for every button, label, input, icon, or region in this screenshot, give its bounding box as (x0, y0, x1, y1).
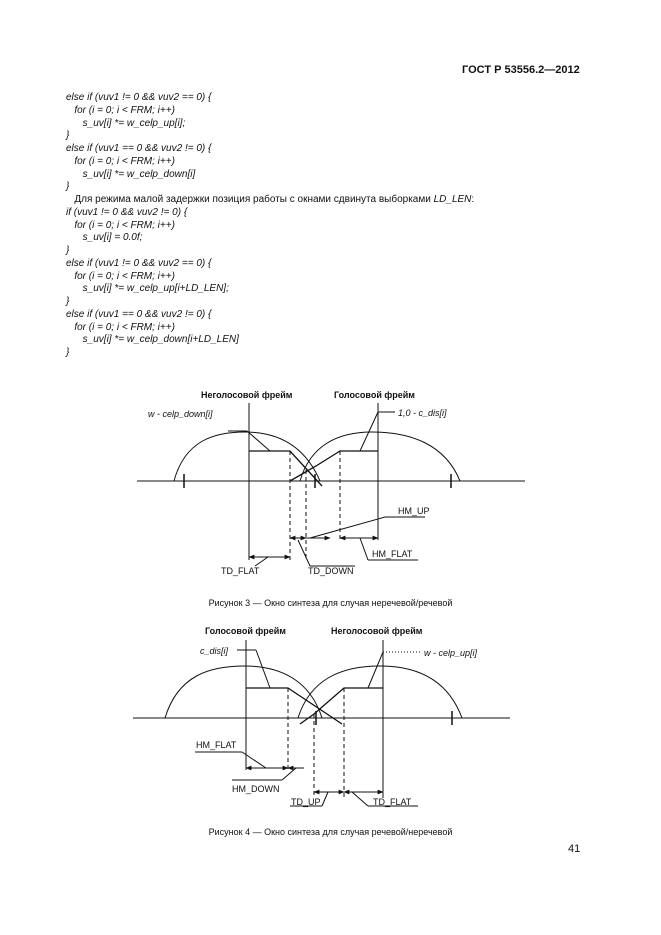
window-arc-left (165, 666, 322, 718)
figure-3-caption: Рисунок 3 — Окно синтеза для случая неречевой/речевой (208, 598, 453, 608)
paragraph-text (66, 194, 606, 207)
code-line: else if (vuv1 == 0 && vuv2 != 0) { (66, 308, 212, 320)
code-section (66, 92, 606, 360)
callout-w-celp-up: w - celp_up[i] (424, 648, 478, 658)
window-ramp-up (300, 688, 383, 724)
code-line: } (66, 347, 70, 358)
code-line: s_uv[i] *= w_celp_up[i+LD_LEN]; (66, 283, 229, 295)
code-line: else if (vuv1 != 0 && vuv2 == 0) { (66, 92, 212, 103)
callout-c-dis: 1,0 - c_dis[i] (398, 408, 447, 418)
document-header: ГОСТ Р 53556.2—2012 (462, 64, 580, 76)
label-td-flat: TD_FLAT (373, 797, 412, 807)
label-hm-flat: HM_FLAT (196, 740, 237, 750)
window-arc-right (300, 432, 460, 481)
window-arc-right (298, 666, 462, 718)
figure-4 (0, 620, 661, 837)
code-line: } (66, 130, 70, 142)
code-line: else if (vuv1 == 0 && vuv2 != 0) { (66, 143, 212, 154)
code-line: } (66, 296, 70, 307)
label-unvoiced-frame: Неголосовой фрейм (201, 390, 293, 400)
code-line: for (i = 0; i < FRM; i++) (66, 270, 175, 282)
label-leader (298, 540, 310, 566)
code-line: s_uv[i] *= w_celp_down[i+LD_LEN] (66, 334, 239, 346)
code-line: else if (vuv1 != 0 && vuv2 == 0) { (66, 257, 212, 269)
window-arc-left (174, 432, 320, 481)
label-hm-flat: HM_FLAT (372, 549, 413, 559)
code-line: s_uv[i] = 0.0f; (66, 232, 143, 244)
label-voiced-frame: Голосовой фрейм (334, 390, 415, 400)
label-hm-down: HM_DOWN (232, 784, 280, 794)
label-leader (255, 557, 268, 566)
label-unvoiced-frame: Неголосовой фрейм (331, 626, 423, 636)
code-line: if (vuv1 != 0 && vuv2 != 0) { (66, 206, 188, 218)
paragraph-variable: LD_LEN (433, 194, 472, 205)
label-leader (310, 517, 385, 538)
code-line: s_uv[i] *= w_celp_down[i] (66, 168, 196, 180)
label-td-down: TD_DOWN (308, 566, 354, 576)
window-flat-down (246, 688, 342, 724)
figure-4-caption: Рисунок 4 — Окно синтеза для случая речевой/неречевой (208, 827, 453, 837)
figure-3-diagram (0, 380, 661, 580)
label-voiced-frame: Голосовой фрейм (205, 626, 286, 636)
label-hm-up: HM_UP (398, 506, 430, 516)
page-number: 41 (568, 843, 581, 855)
figure-3 (0, 380, 661, 608)
callout-c-dis: c_dis[i] (200, 646, 229, 656)
code-line: } (66, 245, 70, 256)
code-line: for (i = 0; i < FRM; i++) (66, 321, 175, 333)
figure-4-diagram (0, 620, 661, 820)
label-leader (360, 538, 368, 560)
code-line: for (i = 0; i < FRM; i++) (66, 155, 175, 167)
paragraph-suffix: : (471, 194, 475, 205)
label-leader (352, 792, 368, 806)
code-block-1 (66, 92, 606, 194)
callout-w-celp-down: w - celp_down[i] (148, 409, 213, 419)
label-td-up: TD_UP (291, 797, 321, 807)
label-td-flat: TD_FLAT (221, 566, 260, 576)
code-line: s_uv[i] *= w_celp_up[i]; (66, 117, 186, 129)
paragraph-prefix: Для режима малой задержки позиция работы с окнами сдвинута выборками (66, 194, 434, 205)
code-block-2 (66, 207, 606, 360)
callout-leader (360, 412, 378, 451)
label-leader (282, 768, 296, 780)
code-line: for (i = 0; i < FRM; i++) (66, 104, 175, 116)
code-line: for (i = 0; i < FRM; i++) (66, 219, 175, 231)
callout-leader (256, 650, 270, 688)
label-leader (322, 792, 328, 806)
code-line: } (66, 181, 70, 193)
callout-leader (368, 652, 383, 688)
